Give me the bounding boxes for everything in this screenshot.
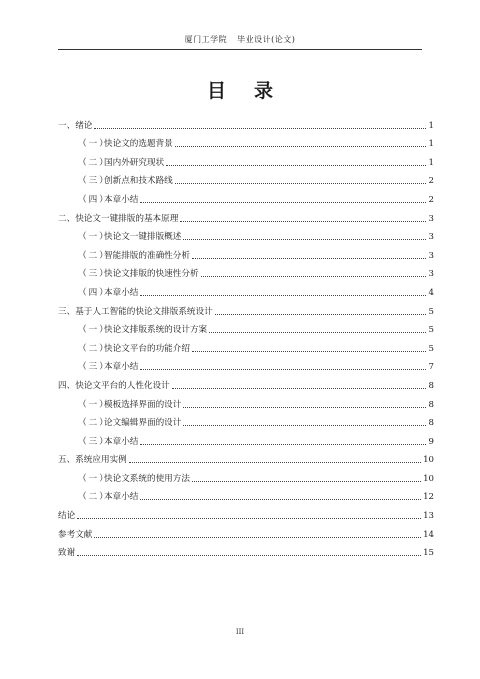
toc-entry-page: 15 xyxy=(423,548,434,559)
toc-dot-leader xyxy=(172,388,426,389)
toc-dot-leader xyxy=(183,239,426,240)
toc-entry-page: 10 xyxy=(423,473,434,484)
toc-entry-page: 8 xyxy=(428,380,434,391)
toc-entry-number: （三） xyxy=(78,269,110,280)
toc-entry-number: （二） xyxy=(78,250,110,261)
toc-entry-number: （三） xyxy=(78,176,110,187)
toc-entry-text: 国内外研究现状 xyxy=(104,157,165,168)
toc-dot-leader xyxy=(94,128,426,129)
toc-entry-text: 快论文平台的功能介绍 xyxy=(104,343,190,354)
toc-entry-number: 一、 xyxy=(58,120,76,131)
toc-entry-label xyxy=(58,530,92,540)
toc-dot-leader xyxy=(192,481,421,482)
toc-dot-leader xyxy=(77,518,421,519)
toc-entry-label xyxy=(78,437,138,447)
toc-entry-number: 四、 xyxy=(58,380,76,391)
toc-entry[interactable] xyxy=(58,484,434,503)
toc-entry[interactable] xyxy=(58,410,434,429)
toc-entry-label xyxy=(58,511,75,521)
toc-dot-leader xyxy=(183,425,426,426)
toc-entry-page: 5 xyxy=(428,306,434,317)
toc-entry-number: （四） xyxy=(78,194,110,205)
toc-entry-label xyxy=(58,381,170,391)
toc-entry-text: 快论文一键排版的基本原理 xyxy=(75,213,179,224)
toc-entry-number: （二） xyxy=(78,157,110,168)
toc-entry[interactable] xyxy=(58,298,434,317)
toc-entry-text: 快论文系统的使用方法 xyxy=(104,473,190,484)
toc-entry-text: 本章小结 xyxy=(104,362,139,373)
toc-entry-page: 10 xyxy=(423,455,434,466)
toc-entry[interactable] xyxy=(58,502,434,521)
toc-entry-label xyxy=(78,139,173,149)
toc-dot-leader xyxy=(183,407,426,408)
toc-dot-leader xyxy=(140,444,426,445)
toc-dot-leader xyxy=(140,499,421,500)
toc-entry-text: 快论文排版系统的设计方案 xyxy=(104,325,208,336)
toc-entry-page: 1 xyxy=(428,157,434,168)
toc-dot-leader xyxy=(140,202,426,203)
toc-entry-number: （三） xyxy=(78,362,110,373)
toc-entry[interactable] xyxy=(58,540,434,559)
toc-entry-text: 本章小结 xyxy=(104,287,139,298)
table-of-contents xyxy=(58,112,434,558)
toc-entry-label xyxy=(78,492,138,502)
toc-entry-text: 本章小结 xyxy=(104,194,139,205)
toc-entry[interactable] xyxy=(58,465,434,484)
header-rule xyxy=(58,49,422,50)
toc-entry-page: 13 xyxy=(423,511,434,522)
toc-entry-text: 快论文一键排版概述 xyxy=(104,232,182,243)
toc-entry-number: （四） xyxy=(78,287,110,298)
toc-entry-page: 4 xyxy=(428,287,434,298)
toc-dot-leader xyxy=(192,351,426,352)
toc-entry-number: （一） xyxy=(78,232,110,243)
toc-entry-text: 绪论 xyxy=(75,120,93,131)
toc-entry-page: 12 xyxy=(423,492,434,503)
toc-entry-page: 9 xyxy=(428,436,434,447)
toc-entry[interactable] xyxy=(58,112,434,131)
toc-entry-page: 1 xyxy=(428,139,434,150)
toc-entry-label xyxy=(78,474,190,484)
toc-entry-page: 5 xyxy=(428,343,434,354)
toc-entry-label xyxy=(58,455,127,465)
toc-entry-text: 参考文献 xyxy=(58,529,93,540)
header-doc-type: 毕业设计(论文) xyxy=(237,35,296,44)
toc-entry-page: 3 xyxy=(428,250,434,261)
toc-entry-number: （二） xyxy=(78,343,110,354)
toc-entry[interactable] xyxy=(58,205,434,224)
toc-entry-label xyxy=(58,121,92,131)
page-number: III xyxy=(235,628,245,636)
toc-entry[interactable] xyxy=(58,186,434,205)
toc-entry-number: 二、 xyxy=(58,213,76,224)
toc-entry-label xyxy=(78,344,190,354)
toc-entry-text: 结论 xyxy=(58,511,76,522)
toc-entry-label xyxy=(78,362,138,372)
page-title: 目录 xyxy=(206,80,301,102)
toc-dot-leader xyxy=(140,295,426,296)
toc-entry-page: 8 xyxy=(428,418,434,429)
toc-entry-label xyxy=(78,288,138,298)
toc-dot-leader xyxy=(209,332,426,333)
toc-entry[interactable] xyxy=(58,354,434,373)
toc-entry[interactable] xyxy=(58,317,434,336)
toc-entry[interactable] xyxy=(58,149,434,168)
toc-entry[interactable] xyxy=(58,279,434,298)
toc-entry-number: （一） xyxy=(78,325,110,336)
toc-entry-label xyxy=(78,269,199,279)
toc-entry-number: （一） xyxy=(78,399,110,410)
toc-entry-number: 三、 xyxy=(58,306,76,317)
header-school: 厦门工学院 xyxy=(184,35,228,44)
toc-entry-page: 8 xyxy=(428,399,434,410)
toc-entry-page: 7 xyxy=(428,362,434,373)
toc-entry-label xyxy=(58,548,75,558)
toc-dot-leader xyxy=(175,183,426,184)
toc-entry-text: 快论文的选题背景 xyxy=(104,139,173,150)
toc-entry-number: 五、 xyxy=(58,455,76,466)
page-header xyxy=(0,34,480,45)
toc-entry-page: 3 xyxy=(428,213,434,224)
toc-entry-text: 基于人工智能的快论文排版系统设计 xyxy=(75,306,213,317)
toc-dot-leader xyxy=(166,165,426,166)
toc-dot-leader xyxy=(215,314,426,315)
toc-entry-number: （三） xyxy=(78,436,110,447)
toc-dot-leader xyxy=(77,555,421,556)
toc-entry[interactable] xyxy=(58,168,434,187)
toc-entry-text: 模板选择界面的设计 xyxy=(104,399,182,410)
toc-entry-label xyxy=(58,307,213,317)
toc-entry-label xyxy=(78,176,173,186)
toc-entry-page: 3 xyxy=(428,269,434,280)
toc-entry-text: 本章小结 xyxy=(104,492,139,503)
toc-entry-page: 2 xyxy=(428,194,434,205)
toc-entry[interactable] xyxy=(58,335,434,354)
toc-entry-label xyxy=(78,251,190,261)
toc-entry-number: （一） xyxy=(78,473,110,484)
toc-entry-label xyxy=(78,195,138,205)
toc-entry[interactable] xyxy=(58,224,434,243)
toc-dot-leader xyxy=(140,369,426,370)
toc-entry-text: 快论文排版的快速性分析 xyxy=(104,269,199,280)
toc-entry[interactable] xyxy=(58,261,434,280)
toc-entry[interactable] xyxy=(58,372,434,391)
toc-entry-text: 系统应用实例 xyxy=(75,455,127,466)
toc-entry-label xyxy=(78,418,181,428)
toc-entry-text: 智能排版的准确性分析 xyxy=(104,250,190,261)
toc-entry-label xyxy=(78,232,181,242)
toc-entry-text: 本章小结 xyxy=(104,436,139,447)
toc-entry-label xyxy=(78,158,164,168)
toc-entry-label xyxy=(78,325,207,335)
toc-entry-label xyxy=(58,214,178,224)
toc-dot-leader xyxy=(180,221,426,222)
toc-dot-leader xyxy=(94,537,421,538)
toc-entry-text: 致谢 xyxy=(58,548,76,559)
toc-dot-leader xyxy=(175,146,426,147)
toc-entry-number: （二） xyxy=(78,492,110,503)
toc-entry[interactable] xyxy=(58,131,434,150)
toc-entry-page: 14 xyxy=(423,529,434,540)
toc-entry-page: 5 xyxy=(428,325,434,336)
toc-entry[interactable] xyxy=(58,521,434,540)
toc-entry-text: 创新点和技术路线 xyxy=(104,176,173,187)
toc-dot-leader xyxy=(192,258,426,259)
toc-entry-text: 论文编辑界面的设计 xyxy=(104,418,182,429)
toc-entry-page: 1 xyxy=(428,120,434,131)
toc-entry-page: 3 xyxy=(428,232,434,243)
toc-entry-page: 2 xyxy=(428,176,434,187)
toc-dot-leader xyxy=(129,462,421,463)
toc-entry[interactable] xyxy=(58,391,434,410)
toc-entry-number: （一） xyxy=(78,139,110,150)
toc-dot-leader xyxy=(201,276,426,277)
toc-entry[interactable] xyxy=(58,447,434,466)
toc-entry-text: 快论文平台的人性化设计 xyxy=(75,380,170,391)
toc-entry-number: （二） xyxy=(78,418,110,429)
toc-entry[interactable] xyxy=(58,428,434,447)
toc-entry[interactable] xyxy=(58,242,434,261)
toc-entry-label xyxy=(78,400,181,410)
